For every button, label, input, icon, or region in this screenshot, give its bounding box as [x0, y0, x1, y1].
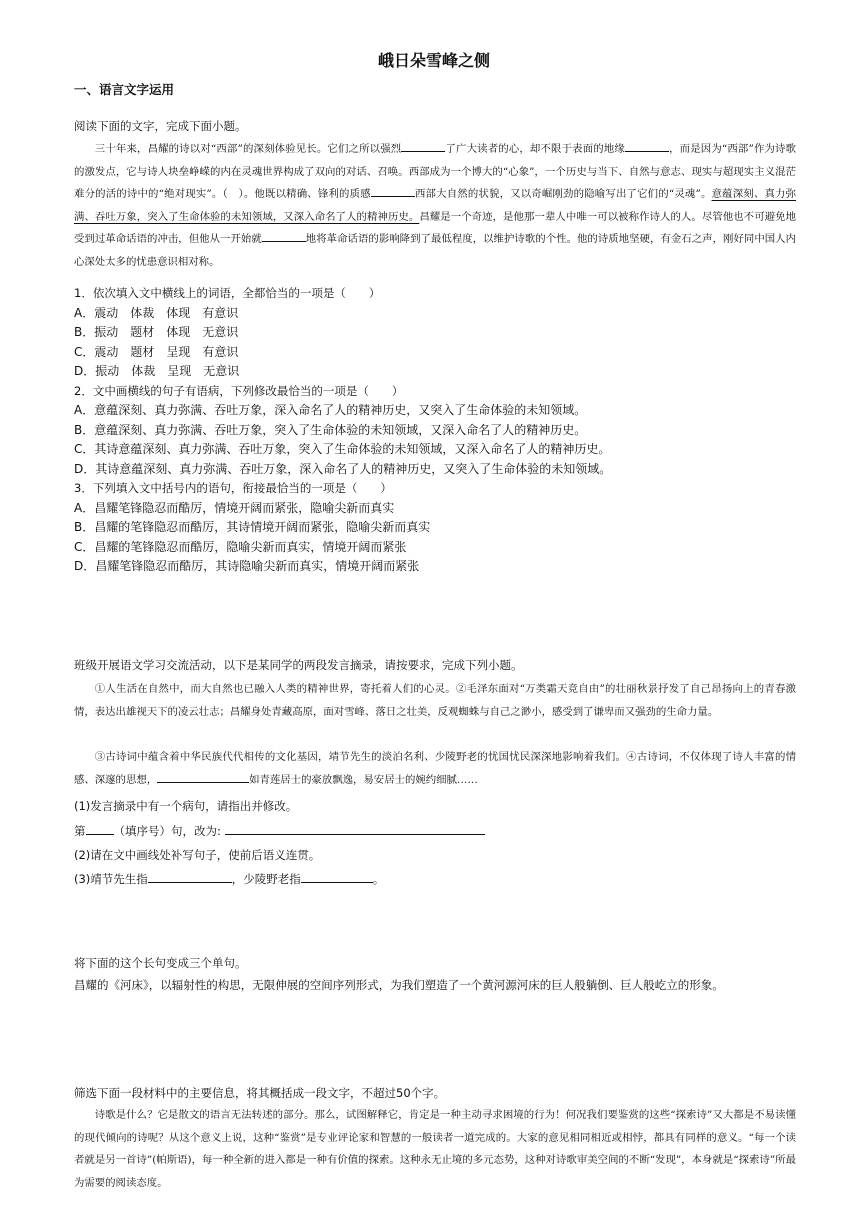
- part2-paragraph-2: [74, 746, 796, 791]
- sub-question-1: (1)发言摘录中有一个病句，请指出并修改。: [74, 799, 298, 813]
- blank-2[interactable]: [625, 139, 669, 152]
- passage-text-d: 西部大自然的状貌，又以奇崛刚劲的隐喻写出了它们的“灵魂”。: [414, 188, 712, 200]
- q1-option-b[interactable]: B．振动 题材 体现 无意识: [74, 325, 239, 339]
- answer-label: （填序号）句，改为:: [113, 824, 221, 838]
- q1-option-c[interactable]: C．震动 题材 呈现 有意识: [74, 344, 239, 359]
- answer-prefix: 第: [74, 824, 86, 838]
- q3-option-a[interactable]: A．昌耀笔锋隐忍而酷厉，情境开阔而紧张，隐喻尖新而真实: [74, 500, 395, 515]
- q1-option-a[interactable]: A．震动 体裁 体现 有意识: [74, 305, 239, 320]
- part1-intro: 阅读下面的文字，完成下面小题。: [74, 119, 247, 133]
- part4-passage: 诗歌是什么？它是散文的语言无法转述的部分。那么，试图解释它，肯定是一种主动寻求困境的行为！何况我们要鉴赏的这些“探索诗”又大都是不易读懂的现代倾向的诗呢？从这个意义上说，这种“鉴赏”是专业评论家和智慧的一般读者一道完成的。大家的意见相同相近或相悖，都具有同样的意义。“每一个读者就是另一首诗”(帕斯语)，每一种全新的进入都是一种有价值的探索。这种永无止境的多元态势，这种对诗歌审美空间的不断“发现”，本身就是“探索诗”所最为需要的阅读态度。: [74, 1109, 796, 1189]
- part2-intro: 班级开展语文学习交流活动，以下是某同学的两段发言摘录，请按要求，完成下列小题。: [74, 658, 523, 672]
- paragraph-2-text-a: ③古诗词中蕴含着中华民族代代相传的文化基因，靖节先生的淡泊名利、少陵野老的忧国忧民深深地影响着我们。④古诗词，不仅体现了诗人丰富的情感、深邃的思想，: [74, 751, 796, 786]
- sub-question-3-text-b: ，少陵野老指: [231, 872, 301, 886]
- blank-4[interactable]: [262, 229, 306, 242]
- sub-question-3: [74, 870, 796, 889]
- part3-sentence: 昌耀的《河床》，以辐射性的构思，无限伸展的空间序列形式，为我们塑造了一个黄河源河床的巨人般躺倒、巨人般屹立的形象。: [74, 978, 724, 992]
- q2-option-b[interactable]: B．意蕴深刻、真力弥满、吞吐万象，突入了生命体验的未知领域，又深入命名了人的精神历史。: [74, 422, 587, 437]
- sub-question-3-text-c: 。: [372, 872, 385, 886]
- passage-text-b: 了广大读者的心，却不限于表面的地缘: [445, 143, 625, 155]
- passage-text-f: 地将革命话语的影响降到了最低程度，以维护诗歌的个性。他的诗质地坚硬，有金石之声，刚好同中国人内心深处太多的忧患意识相对称。: [74, 233, 797, 268]
- correction-blank[interactable]: [225, 822, 485, 835]
- sub-question-2: (2)请在文中画线处补写句子，使前后语义连贯。: [74, 848, 321, 862]
- q2-option-a[interactable]: A．意蕴深刻、真力弥满、吞吐万象，深入命名了人的精神历史，又突入了生命体验的未知领域。: [74, 403, 587, 417]
- part1-passage: [74, 138, 796, 273]
- question-2: 2．文中画横线的句子有语病，下列修改最恰当的一项是（ ）: [74, 383, 404, 398]
- underlined-sentence: 意蕴深刻、真力弥满、吞吐万象，突入了生命体验的未知领域，又深入命名了人的精神历史。: [74, 188, 796, 223]
- question-1: 1．依次填入文中横线上的词语，全都恰当的一项是（ ）: [74, 286, 381, 300]
- sentence-number-blank[interactable]: [86, 822, 114, 835]
- part3-intro: 将下面的这个长句变成三个单句。: [74, 956, 247, 970]
- jingjie-blank[interactable]: [148, 870, 232, 883]
- q3-option-c[interactable]: C．昌耀的笔锋隐忍而酷厉，隐喻尖新而真实，情境开阔而紧张: [74, 539, 407, 554]
- q3-option-d[interactable]: D．昌耀笔锋隐忍而酷厉，其诗隐喻尖新而真实，情境开阔而紧张: [74, 559, 420, 573]
- passage-text-a: 三十年来，昌耀的诗以对“西部”的深刻体验见长。它们之所以强烈: [94, 143, 402, 155]
- q2-option-d[interactable]: D．其诗意蕴深刻、真力弥满、吞吐万象，深入命名了人的精神历史，又突入了生命体验的未知领域。: [74, 461, 612, 476]
- q3-option-b[interactable]: B．昌耀的笔锋隐忍而酷厉，其诗情境开阔而紧张，隐喻尖新而真实: [74, 520, 431, 534]
- part4-intro: 筛选下面一段材料中的主要信息，将其概括成一段文字，不超过50个字。: [74, 1086, 446, 1100]
- shaoling-blank[interactable]: [301, 870, 373, 883]
- passage-text-e: 昌耀是一个奇迹，是他那一辈人中唯一可以被称作诗人的人。尽管他也不可避免地受到过革命话语的冲击，但他从一开始就: [74, 210, 797, 245]
- part1-questions: [74, 284, 796, 577]
- section-heading: 一、语言文字运用: [74, 82, 175, 97]
- sub-question-3-text-a: (3)靖节先生指: [74, 872, 148, 886]
- q1-option-d[interactable]: D．振动 体裁 呈现 无意识: [74, 364, 240, 378]
- sub-question-1-answer-line: [74, 822, 796, 841]
- q2-option-c[interactable]: C．其诗意蕴深刻、真力弥满、吞吐万象，突入了生命体验的未知领域，又深入命名了人的精神历史。: [74, 442, 611, 456]
- part2-paragraph-1: ①人生活在自然中，而大自然也已融入人类的精神世界，寄托着人们的心灵。②毛泽东面对“万类霜天竞自由”的壮丽秋景抒发了自己昂扬向上的青春激情，表达出雄视天下的凌云壮志；昌耀身处青藏高原，面对雪峰、落日之壮美，反观蜘蛛与自己之渺小，感受到了谦卑而又强劲的生命力量。: [74, 683, 796, 718]
- page-title: 峨日朵雪峰之侧: [377, 51, 490, 70]
- blank-1[interactable]: [401, 139, 445, 152]
- passage-text-c: ，而是因为“西部”作为诗歌的激发点，它与诗人块垒峥嵘的内在灵魂世界构成了双向的对话、召唤。西部成为一个博大的“心象”，一个历史与当下、自然与意志、现实与超现实主义混茫难分的活的诗中的“绝对现实”。（ ）。他既以精确、锋利的质感: [74, 143, 797, 200]
- blank-3[interactable]: [371, 184, 415, 197]
- question-3: 3．下列填入文中括号内的语句，衔接最恰当的一项是（ ）: [74, 481, 392, 495]
- paragraph-2-text-b: 如青莲居士的豪放飘逸，易安居士的婉约细腻……: [249, 773, 478, 786]
- blank-fill-sentence[interactable]: [157, 770, 249, 783]
